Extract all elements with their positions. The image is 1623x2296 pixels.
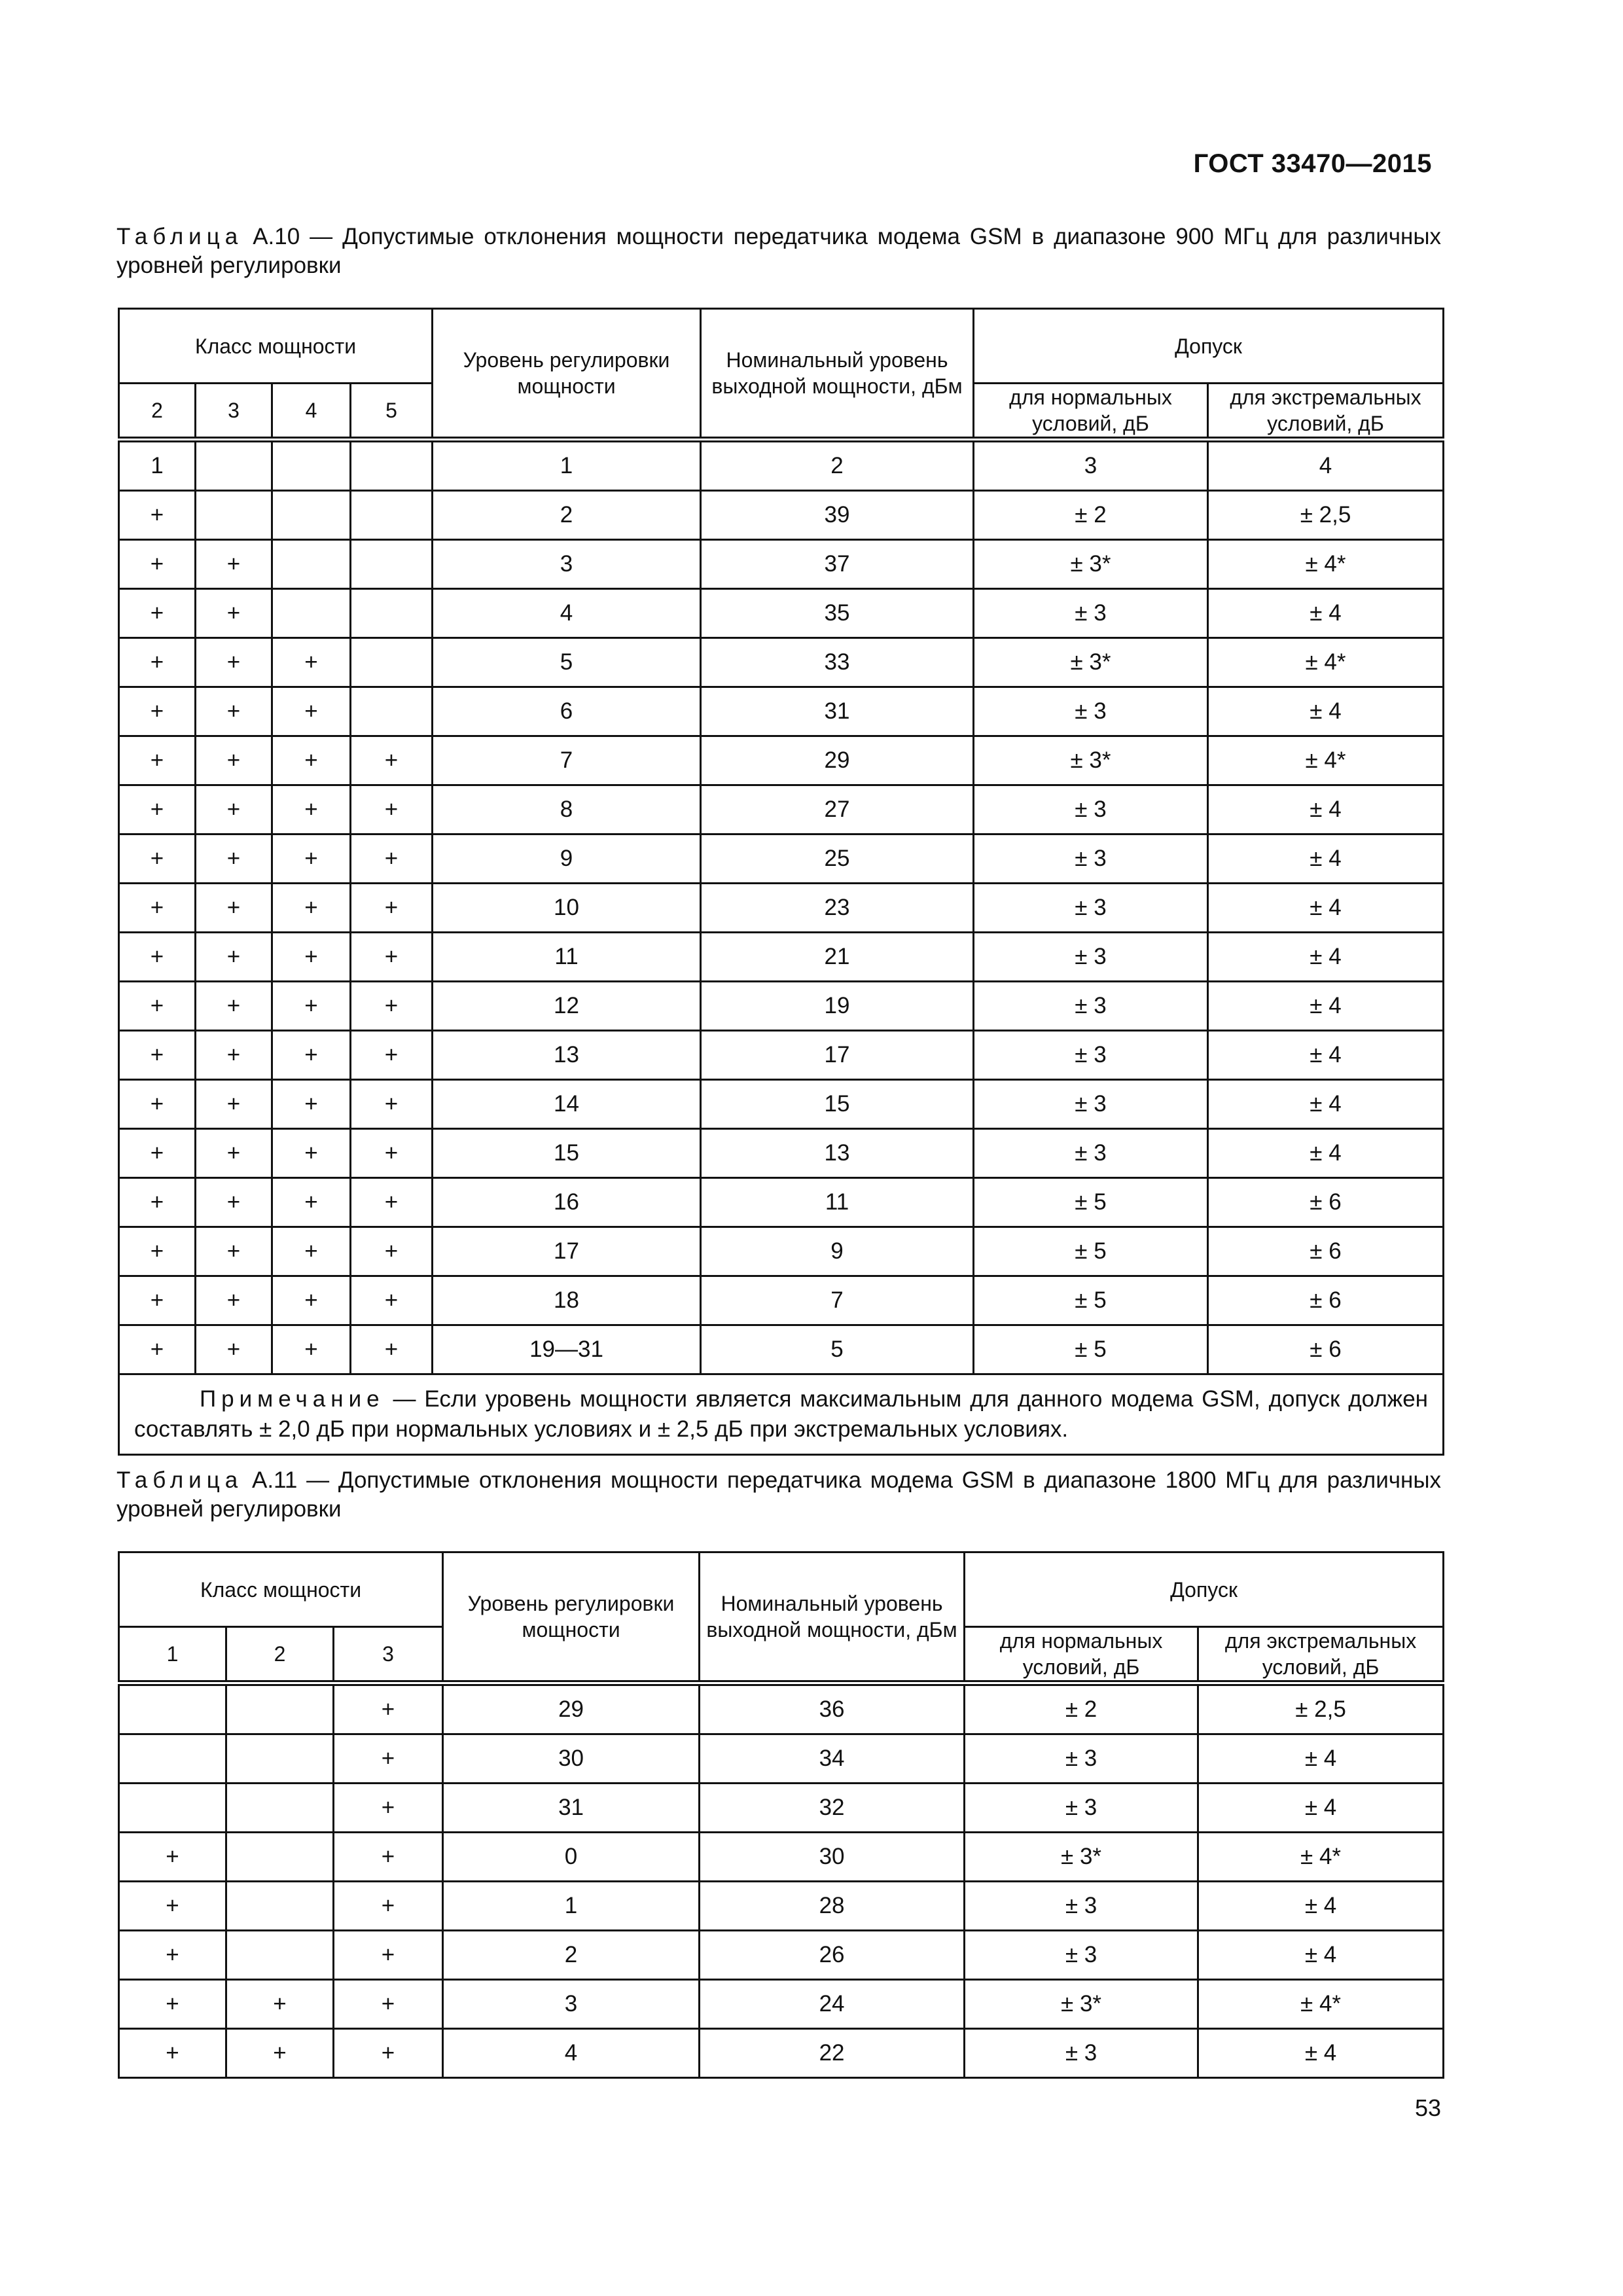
table-row <box>119 1784 1444 1833</box>
table-row <box>119 834 1444 884</box>
nominal-power-cell: 22 <box>700 2029 965 2078</box>
class-mark-cell: + <box>351 1276 433 1325</box>
class-mark-cell: + <box>119 1227 196 1276</box>
tolerance-normal-cell: ± 3 <box>974 1080 1208 1129</box>
class-mark-cell: + <box>272 736 351 785</box>
control-level-cell: 15 <box>433 1129 701 1178</box>
class-mark-cell: + <box>119 982 196 1031</box>
class-mark-cell <box>226 1833 334 1882</box>
table-row <box>119 540 1444 589</box>
header-tolerance: Допуск <box>965 1552 1444 1627</box>
tolerance-extreme-cell: ± 4* <box>1208 638 1444 687</box>
class-mark-cell: + <box>351 1080 433 1129</box>
header-class-3: 3 <box>196 384 272 440</box>
page-number: 53 <box>1414 2094 1441 2121</box>
table-a11 <box>118 1551 1444 2079</box>
nominal-power-cell: 24 <box>700 1980 965 2029</box>
class-mark-cell: + <box>272 785 351 834</box>
nominal-power-cell: 9 <box>701 1227 974 1276</box>
class-mark-cell: + <box>119 736 196 785</box>
class-mark-cell: + <box>119 589 196 638</box>
nominal-power-cell: 21 <box>701 933 974 982</box>
column-number: 4 <box>1208 440 1444 491</box>
class-mark-cell: + <box>196 1276 272 1325</box>
class-mark-cell <box>226 1882 334 1931</box>
header-class-5: 5 <box>351 384 433 440</box>
nominal-power-cell: 39 <box>701 491 974 540</box>
class-mark-cell: + <box>272 638 351 687</box>
class-mark-cell: + <box>119 884 196 933</box>
nominal-power-cell: 25 <box>701 834 974 884</box>
class-mark-cell: + <box>351 1227 433 1276</box>
class-mark-cell: + <box>119 1882 226 1931</box>
table-row <box>119 1031 1444 1080</box>
class-mark-cell: + <box>119 1931 226 1980</box>
tolerance-extreme-cell: ± 4* <box>1198 1833 1444 1882</box>
class-mark-cell <box>226 1931 334 1980</box>
column-number <box>272 440 351 491</box>
control-level-cell: 4 <box>433 589 701 638</box>
tolerance-extreme-cell: ± 6 <box>1208 1178 1444 1227</box>
tolerance-normal-cell: ± 3 <box>974 687 1208 736</box>
tolerance-extreme-cell: ± 4 <box>1198 1784 1444 1833</box>
class-mark-cell: + <box>119 785 196 834</box>
table-row <box>119 1882 1444 1931</box>
class-mark-cell: + <box>272 1276 351 1325</box>
tolerance-extreme-cell: ± 4* <box>1198 1980 1444 2029</box>
nominal-power-cell: 30 <box>700 1833 965 1882</box>
tolerance-extreme-cell: ± 2,5 <box>1208 491 1444 540</box>
class-mark-cell: + <box>196 1178 272 1227</box>
tolerance-extreme-cell: ± 4 <box>1208 834 1444 884</box>
tolerance-normal-cell: ± 3 <box>965 1882 1198 1931</box>
control-level-cell: 8 <box>433 785 701 834</box>
tolerance-normal-cell: ± 3 <box>974 589 1208 638</box>
note-text: — Если уровень мощности является максимальным для данного модема GSM, допуск должен составлять ± 2,0 дБ при нормальных условиях и ± 2,5 дБ при экстремальных условиях. <box>134 1386 1429 1442</box>
table-row <box>119 638 1444 687</box>
class-mark-cell: + <box>196 687 272 736</box>
table-row <box>119 1080 1444 1129</box>
class-mark-cell <box>119 1784 226 1833</box>
control-level-cell: 19—31 <box>433 1325 701 1374</box>
table-row <box>119 1129 1444 1178</box>
header-class-3: 3 <box>334 1627 443 1683</box>
nominal-power-cell: 28 <box>700 1882 965 1931</box>
nominal-power-cell: 26 <box>700 1931 965 1980</box>
control-level-cell: 1 <box>443 1882 700 1931</box>
nominal-power-cell: 31 <box>701 687 974 736</box>
class-mark-cell: + <box>119 1833 226 1882</box>
class-mark-cell: + <box>272 687 351 736</box>
class-mark-cell: + <box>196 589 272 638</box>
column-number: 3 <box>974 440 1208 491</box>
table-row <box>119 1734 1444 1784</box>
class-mark-cell: + <box>119 2029 226 2078</box>
table-row <box>119 736 1444 785</box>
table-row <box>119 1683 1444 1734</box>
table-row <box>119 687 1444 736</box>
class-mark-cell: + <box>119 540 196 589</box>
control-level-cell: 2 <box>443 1931 700 1980</box>
class-mark-cell <box>226 1784 334 1833</box>
tolerance-normal-cell: ± 3* <box>965 1833 1198 1882</box>
control-level-cell: 18 <box>433 1276 701 1325</box>
class-mark-cell: + <box>272 1080 351 1129</box>
tolerance-normal-cell: ± 3* <box>965 1980 1198 2029</box>
header-control-level: Уровень регулировки мощности <box>433 309 701 440</box>
class-mark-cell: + <box>119 834 196 884</box>
control-level-cell: 4 <box>443 2029 700 2078</box>
nominal-power-cell: 19 <box>701 982 974 1031</box>
class-mark-cell: + <box>196 1227 272 1276</box>
table-row <box>119 982 1444 1031</box>
class-mark-cell: + <box>196 982 272 1031</box>
tolerance-extreme-cell: ± 2,5 <box>1198 1683 1444 1734</box>
control-level-cell: 14 <box>433 1080 701 1129</box>
tolerance-extreme-cell: ± 6 <box>1208 1227 1444 1276</box>
nominal-power-cell: 27 <box>701 785 974 834</box>
class-mark-cell: + <box>119 1178 196 1227</box>
class-mark-cell: + <box>119 933 196 982</box>
header-extreme: для экстремальных условий, дБ <box>1208 384 1444 440</box>
class-mark-cell: + <box>196 1325 272 1374</box>
class-mark-cell <box>119 1683 226 1734</box>
column-number: 2 <box>701 440 974 491</box>
tolerance-normal-cell: ± 3* <box>974 540 1208 589</box>
control-level-cell: 9 <box>433 834 701 884</box>
column-number <box>196 440 272 491</box>
tolerance-extreme-cell: ± 4 <box>1198 1734 1444 1784</box>
tolerance-normal-cell: ± 3 <box>974 982 1208 1031</box>
class-mark-cell <box>226 1734 334 1784</box>
class-mark-cell: + <box>196 785 272 834</box>
control-level-cell: 3 <box>433 540 701 589</box>
class-mark-cell: + <box>196 638 272 687</box>
nominal-power-cell: 37 <box>701 540 974 589</box>
class-mark-cell: + <box>196 933 272 982</box>
table-row <box>119 1931 1444 1980</box>
tolerance-extreme-cell: ± 4* <box>1208 540 1444 589</box>
tolerance-normal-cell: ± 5 <box>974 1325 1208 1374</box>
nominal-power-cell: 32 <box>700 1784 965 1833</box>
nominal-power-cell: 7 <box>701 1276 974 1325</box>
header-normal: для нормальных условий, дБ <box>965 1627 1198 1683</box>
table-row <box>119 1325 1444 1374</box>
tolerance-extreme-cell: ± 4 <box>1208 884 1444 933</box>
tolerance-extreme-cell: ± 4 <box>1198 2029 1444 2078</box>
class-mark-cell: + <box>196 834 272 884</box>
tolerance-normal-cell: ± 3 <box>974 1031 1208 1080</box>
class-mark-cell <box>196 491 272 540</box>
table-row <box>119 1178 1444 1227</box>
class-mark-cell: + <box>351 1325 433 1374</box>
tolerance-extreme-cell: ± 4 <box>1208 1080 1444 1129</box>
class-mark-cell: + <box>196 1031 272 1080</box>
class-mark-cell: + <box>334 1734 443 1784</box>
control-level-cell: 7 <box>433 736 701 785</box>
table-a11-caption-text: А.11 — Допустимые отклонения мощности передатчика модема GSM в диапазоне 1800 МГц для различных уровней регулировки <box>116 1467 1441 1522</box>
class-mark-cell <box>351 491 433 540</box>
tolerance-extreme-cell: ± 4 <box>1208 1031 1444 1080</box>
tolerance-extreme-cell: ± 4 <box>1208 687 1444 736</box>
class-mark-cell: + <box>272 1325 351 1374</box>
tolerance-normal-cell: ± 5 <box>974 1227 1208 1276</box>
table-a11-caption-label: Таблица <box>116 1467 243 1493</box>
tolerance-normal-cell: ± 3 <box>965 1784 1198 1833</box>
class-mark-cell: + <box>272 1227 351 1276</box>
class-mark-cell: + <box>351 1178 433 1227</box>
class-mark-cell: + <box>272 1129 351 1178</box>
note-label: Примечание <box>200 1386 385 1412</box>
tolerance-extreme-cell: ± 4 <box>1208 589 1444 638</box>
tolerance-extreme-cell: ± 4* <box>1208 736 1444 785</box>
table-a10-caption <box>116 223 1441 280</box>
header-nominal-power: Номинальный уровень выходной мощности, дБм <box>700 1552 965 1683</box>
table-a10-note <box>119 1374 1444 1455</box>
class-mark-cell: + <box>196 736 272 785</box>
class-mark-cell <box>351 687 433 736</box>
class-mark-cell: + <box>226 1980 334 2029</box>
class-mark-cell <box>351 540 433 589</box>
table-row <box>119 933 1444 982</box>
column-number: 1 <box>119 440 196 491</box>
table-row <box>119 1980 1444 2029</box>
header-power-class: Класс мощности <box>119 1552 443 1627</box>
tolerance-normal-cell: ± 2 <box>974 491 1208 540</box>
tolerance-normal-cell: ± 3* <box>974 736 1208 785</box>
control-level-cell: 2 <box>433 491 701 540</box>
control-level-cell: 13 <box>433 1031 701 1080</box>
table-a10 <box>118 308 1444 1456</box>
table-row <box>119 785 1444 834</box>
table-a11-caption <box>116 1466 1441 1524</box>
control-level-cell: 6 <box>433 687 701 736</box>
class-mark-cell <box>351 589 433 638</box>
column-number-row <box>119 440 1444 491</box>
class-mark-cell: + <box>351 933 433 982</box>
control-level-cell: 5 <box>433 638 701 687</box>
control-level-cell: 31 <box>443 1784 700 1833</box>
class-mark-cell: + <box>272 982 351 1031</box>
header-class-2: 2 <box>119 384 196 440</box>
tolerance-normal-cell: ± 3* <box>974 638 1208 687</box>
nominal-power-cell: 36 <box>700 1683 965 1734</box>
nominal-power-cell: 35 <box>701 589 974 638</box>
tolerance-extreme-cell: ± 4 <box>1198 1931 1444 1980</box>
class-mark-cell: + <box>334 1882 443 1931</box>
class-mark-cell: + <box>351 736 433 785</box>
class-mark-cell <box>272 589 351 638</box>
class-mark-cell: + <box>196 884 272 933</box>
tolerance-normal-cell: ± 5 <box>974 1276 1208 1325</box>
control-level-cell: 16 <box>433 1178 701 1227</box>
nominal-power-cell: 11 <box>701 1178 974 1227</box>
table-row <box>119 1276 1444 1325</box>
tolerance-extreme-cell: ± 4 <box>1208 982 1444 1031</box>
header-power-class: Класс мощности <box>119 309 433 384</box>
class-mark-cell: + <box>119 1129 196 1178</box>
class-mark-cell: + <box>351 785 433 834</box>
class-mark-cell: + <box>351 1129 433 1178</box>
nominal-power-cell: 15 <box>701 1080 974 1129</box>
class-mark-cell: + <box>119 491 196 540</box>
header-control-level: Уровень регулировки мощности <box>443 1552 700 1683</box>
control-level-cell: 29 <box>443 1683 700 1734</box>
header-class-2: 2 <box>226 1627 334 1683</box>
nominal-power-cell: 17 <box>701 1031 974 1080</box>
tolerance-normal-cell: ± 3 <box>974 834 1208 884</box>
tolerance-normal-cell: ± 3 <box>965 2029 1198 2078</box>
table-a10-caption-label: Таблица <box>116 224 243 249</box>
table-row <box>119 1833 1444 1882</box>
class-mark-cell <box>272 540 351 589</box>
class-mark-cell <box>226 1683 334 1734</box>
class-mark-cell: + <box>334 1683 443 1734</box>
control-level-cell: 11 <box>433 933 701 982</box>
class-mark-cell: + <box>334 1833 443 1882</box>
column-number <box>351 440 433 491</box>
tolerance-extreme-cell: ± 4 <box>1208 1129 1444 1178</box>
tolerance-normal-cell: ± 3 <box>974 933 1208 982</box>
class-mark-cell <box>272 491 351 540</box>
class-mark-cell: + <box>334 1784 443 1833</box>
table-row <box>119 884 1444 933</box>
control-level-cell: 0 <box>443 1833 700 1882</box>
class-mark-cell: + <box>351 1031 433 1080</box>
table-row <box>119 1227 1444 1276</box>
class-mark-cell <box>119 1734 226 1784</box>
class-mark-cell: + <box>272 884 351 933</box>
document-code: ГОСТ 33470—2015 <box>1193 149 1432 178</box>
tolerance-extreme-cell: ± 6 <box>1208 1325 1444 1374</box>
class-mark-cell: + <box>272 1178 351 1227</box>
class-mark-cell: + <box>119 1980 226 2029</box>
class-mark-cell <box>351 638 433 687</box>
control-level-cell: 10 <box>433 884 701 933</box>
tolerance-extreme-cell: ± 4 <box>1208 933 1444 982</box>
header-extreme: для экстремальных условий, дБ <box>1198 1627 1444 1683</box>
nominal-power-cell: 29 <box>701 736 974 785</box>
class-mark-cell: + <box>334 1931 443 1980</box>
table-row <box>119 2029 1444 2078</box>
nominal-power-cell: 33 <box>701 638 974 687</box>
class-mark-cell: + <box>119 638 196 687</box>
tolerance-normal-cell: ± 3 <box>974 785 1208 834</box>
tolerance-extreme-cell: ± 4 <box>1198 1882 1444 1931</box>
class-mark-cell: + <box>272 834 351 884</box>
class-mark-cell: + <box>334 1980 443 2029</box>
class-mark-cell: + <box>351 834 433 884</box>
class-mark-cell: + <box>119 687 196 736</box>
class-mark-cell: + <box>119 1080 196 1129</box>
header-class-4: 4 <box>272 384 351 440</box>
table-row <box>119 491 1444 540</box>
header-normal: для нормальных условий, дБ <box>974 384 1208 440</box>
tolerance-extreme-cell: ± 4 <box>1208 785 1444 834</box>
class-mark-cell: + <box>119 1276 196 1325</box>
nominal-power-cell: 34 <box>700 1734 965 1784</box>
class-mark-cell: + <box>119 1031 196 1080</box>
tolerance-normal-cell: ± 5 <box>974 1178 1208 1227</box>
tolerance-normal-cell: ± 3 <box>965 1734 1198 1784</box>
header-tolerance: Допуск <box>974 309 1444 384</box>
control-level-cell: 17 <box>433 1227 701 1276</box>
nominal-power-cell: 5 <box>701 1325 974 1374</box>
class-mark-cell: + <box>351 884 433 933</box>
class-mark-cell: + <box>334 2029 443 2078</box>
class-mark-cell: + <box>196 540 272 589</box>
control-level-cell: 12 <box>433 982 701 1031</box>
tolerance-extreme-cell: ± 6 <box>1208 1276 1444 1325</box>
nominal-power-cell: 23 <box>701 884 974 933</box>
tolerance-normal-cell: ± 3 <box>974 1129 1208 1178</box>
class-mark-cell: + <box>272 1031 351 1080</box>
control-level-cell: 30 <box>443 1734 700 1784</box>
header-nominal-power: Номинальный уровень выходной мощности, дБм <box>701 309 974 440</box>
class-mark-cell: + <box>196 1080 272 1129</box>
table-a10-caption-text: А.10 — Допустимые отклонения мощности передатчика модема GSM в диапазоне 900 МГц для различных уровней регулировки <box>116 224 1441 278</box>
tolerance-normal-cell: ± 3 <box>965 1931 1198 1980</box>
control-level-cell: 3 <box>443 1980 700 2029</box>
tolerance-normal-cell: ± 3 <box>974 884 1208 933</box>
nominal-power-cell: 13 <box>701 1129 974 1178</box>
class-mark-cell: + <box>351 982 433 1031</box>
class-mark-cell: + <box>196 1129 272 1178</box>
class-mark-cell: + <box>272 933 351 982</box>
class-mark-cell: + <box>226 2029 334 2078</box>
header-class-1: 1 <box>119 1627 226 1683</box>
class-mark-cell: + <box>119 1325 196 1374</box>
tolerance-normal-cell: ± 2 <box>965 1683 1198 1734</box>
column-number: 1 <box>433 440 701 491</box>
table-row <box>119 589 1444 638</box>
